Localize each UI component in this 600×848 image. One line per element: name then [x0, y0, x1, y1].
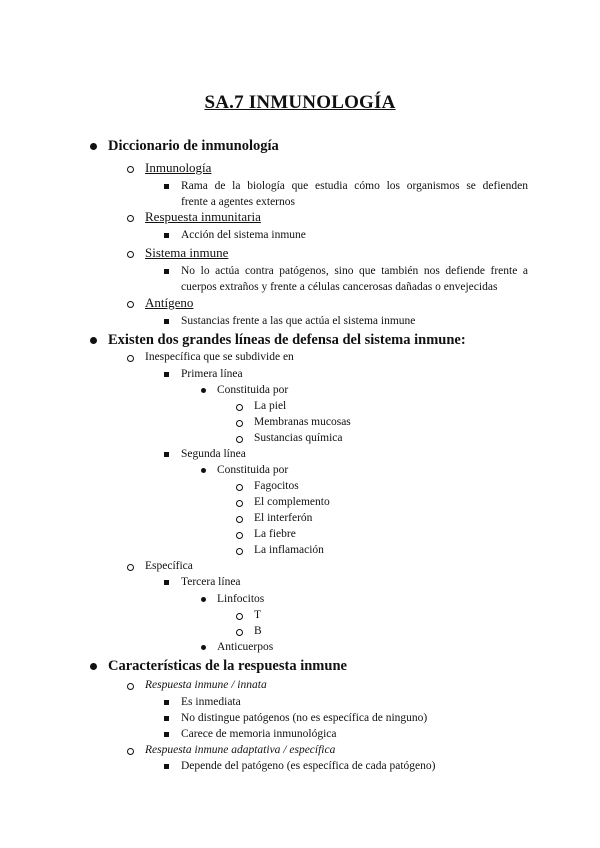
list-item: El complemento	[254, 496, 330, 508]
definition-line: Rama de la biología que estudia cómo los organismos se defienden	[181, 180, 528, 192]
bullet-square-icon	[164, 184, 169, 189]
bullet-circle-icon	[127, 683, 134, 690]
list-item: Respuesta inmune adaptativa / específica	[145, 744, 336, 756]
term-definition: Acción del sistema inmune	[181, 229, 306, 241]
list-item: Constituida por	[217, 464, 289, 476]
list-item: No distingue patógenos (no es específica de ninguno)	[181, 712, 428, 724]
list-item: B	[254, 625, 262, 637]
list-item: Carece de memoria inmunológica	[181, 728, 337, 740]
bullet-dot-icon	[90, 143, 97, 150]
term-title: Sistema inmune	[145, 245, 229, 260]
bullet-circle-icon	[236, 548, 243, 555]
list-item: Membranas mucosas	[254, 416, 351, 428]
list-item: Constituida por	[217, 384, 289, 396]
page-title: SA.7 INMUNOLOGÍA	[204, 92, 396, 113]
list-item: Específica	[145, 560, 193, 572]
list-item: La inflamación	[254, 544, 324, 556]
bullet-circle-icon	[127, 166, 134, 173]
bullet-square-icon	[164, 732, 169, 737]
term-title: Antígeno	[145, 295, 194, 310]
bullet-dot-icon	[201, 388, 206, 393]
bullet-dot-icon	[201, 468, 206, 473]
bullet-circle-icon	[127, 355, 134, 362]
term-title: Inmunología	[145, 160, 212, 175]
definition-line: No lo actúa contra patógenos, sino que también nos defiende frente a	[181, 265, 528, 277]
bullet-circle-icon	[236, 436, 243, 443]
list-item: Inespecífica que se subdivide en	[145, 351, 294, 363]
list-item: Primera línea	[181, 368, 243, 380]
list-item: Linfocitos	[217, 593, 265, 605]
list-item: La piel	[254, 400, 287, 412]
term-definition	[181, 263, 528, 295]
list-item: Anticuerpos	[217, 641, 274, 653]
bullet-circle-icon	[236, 484, 243, 491]
bullet-circle-icon	[236, 613, 243, 620]
list-item: El interferón	[254, 512, 313, 524]
bullet-square-icon	[164, 700, 169, 705]
list-item: Es inmediata	[181, 696, 241, 708]
definition-line: frente a agentes externos	[181, 196, 295, 208]
term-title: Respuesta inmunitaria	[145, 209, 261, 224]
bullet-dot-icon	[90, 663, 97, 670]
bullet-circle-icon	[236, 420, 243, 427]
bullet-square-icon	[164, 716, 169, 721]
bullet-circle-icon	[236, 500, 243, 507]
bullet-circle-icon	[127, 251, 134, 258]
bullet-circle-icon	[127, 748, 134, 755]
bullet-circle-icon	[127, 564, 134, 571]
list-item: Segunda línea	[181, 448, 246, 460]
term-definition	[181, 178, 528, 210]
list-item: Fagocitos	[254, 480, 299, 492]
bullet-square-icon	[164, 452, 169, 457]
list-item: T	[254, 609, 262, 621]
bullet-circle-icon	[127, 215, 134, 222]
bullet-square-icon	[164, 233, 169, 238]
bullet-circle-icon	[236, 516, 243, 523]
bullet-circle-icon	[127, 301, 134, 308]
list-item: Sustancias química	[254, 432, 343, 444]
bullet-square-icon	[164, 764, 169, 769]
bullet-circle-icon	[236, 404, 243, 411]
bullet-square-icon	[164, 269, 169, 274]
bullet-circle-icon	[236, 629, 243, 636]
list-item: La fiebre	[254, 528, 296, 540]
section-heading: Diccionario de inmunología	[108, 138, 279, 154]
term-definition: Sustancias frente a las que actúa el sistema inmune	[181, 315, 416, 327]
bullet-dot-icon	[90, 337, 97, 344]
list-item: Respuesta inmune / innata	[145, 679, 267, 691]
list-item: Tercera línea	[181, 576, 241, 588]
section-heading: Características de la respuesta inmune	[108, 658, 347, 674]
bullet-square-icon	[164, 580, 169, 585]
bullet-square-icon	[164, 372, 169, 377]
list-item: Depende del patógeno (es específica de cada patógeno)	[181, 760, 436, 772]
bullet-dot-icon	[201, 645, 206, 650]
bullet-square-icon	[164, 319, 169, 324]
section-heading: Existen dos grandes líneas de defensa del sistema inmune:	[108, 332, 466, 348]
bullet-dot-icon	[201, 597, 206, 602]
bullet-circle-icon	[236, 532, 243, 539]
definition-line: cuerpos extraños y frente a células cancerosas dañadas o envejecidas	[181, 281, 498, 293]
